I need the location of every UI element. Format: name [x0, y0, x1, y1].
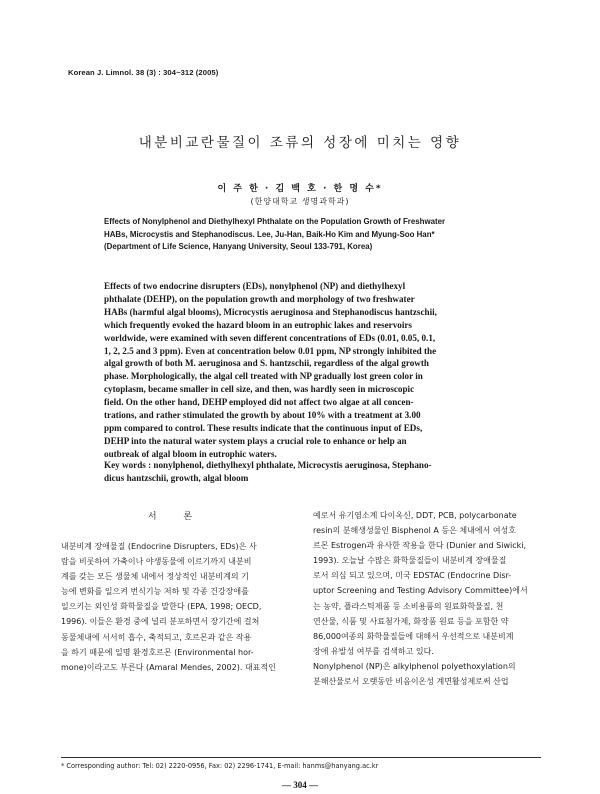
keywords-line: dicus hantzschii, growth, algal bloom	[104, 472, 249, 483]
abstract-line: Effects of two endocrine disrupters (EDs), nonylphenol (NP) and diethylhexyl	[104, 281, 406, 291]
left-column	[61, 508, 291, 675]
abstract-line: 1, 2, 2.5 and 3 ppm). Even at concentration below 0.01 ppm, NP strongly inhibited the	[104, 345, 437, 356]
body-line: resin의 분해생성물인 Bisphenol A 등은 체내에서 여성호	[313, 526, 517, 536]
body-line: 장애 유발성 여부를 검색하고 있다.	[313, 646, 434, 656]
english-affiliation: (Department of Life Science, Hanyang University, Seoul 133-791, Korea)	[104, 242, 373, 252]
footnote: * Corresponding author: Tel: 02) 2220-0956, Fax: 02) 2296-1741, E-mail: hanms@hanyang.ac.kr	[61, 762, 379, 770]
body-line: uptor Screening and Testing Advisory Committee)에서	[313, 586, 528, 596]
abstract-line: cytoplasm, became smaller in cell size, and then, was hardly seen in microscopic	[104, 384, 415, 395]
abstract-line: phthalate (DEHP), on the population growth and morphology of two freshwater	[104, 293, 415, 304]
body-line: mone)이라고도 부른다 (Amaral Mendes, 2002). 대표적인	[61, 662, 276, 672]
korean-title: 내분비교란물질이 조류의 성장에 미치는 영향	[138, 135, 462, 151]
abstract-line: HABs (harmful algal blooms), Microcystis aeruginosa and Stephanodiscus hantzschii,	[104, 306, 437, 317]
body-line: 동물체내에 서서히 흡수, 축적되고, 호르몬과 같은 작용	[61, 632, 252, 642]
section-heading: 서 론	[147, 512, 205, 522]
abstract-line: DEHP into the natural water system plays a crucial role to enhance or help an	[104, 435, 407, 446]
keywords	[104, 459, 522, 485]
body-line: 을 하기 때문에 일명 환경호르몬 (Environmental hor-	[61, 647, 254, 657]
body-line: 1996). 이들은 환경 중에 널리 분포하면서 장기간에 걸쳐	[61, 617, 260, 627]
body-line: 연산물, 식품 및 사료첨가제, 화장품 원료 등을 포함한 약	[313, 616, 509, 626]
abstract-line: worldwide, were examined with seven different concentrations of EDs (0.01, 0.05, 0.1,	[104, 332, 436, 343]
body-line: Nonylphenol (NP)은 alkylphenol polyethoxylation의	[313, 661, 516, 671]
body-line: 계를 갖는 모든 생물체 내에서 정상적인 내분비계의 기	[61, 572, 249, 582]
body-line: 예로서 유기염소계 다이옥신, DDT, PCB, polycarbonate	[313, 511, 517, 520]
body-line: 86,000여종의 화학물질들에 대해서 우선적으로 내분비계	[313, 631, 514, 641]
abstract-line: which frequently evoked the hazard bloom in an eutrophic lakes and reservoirs	[104, 319, 412, 330]
page-number: — 304 —	[282, 780, 318, 790]
korean-authors: 이 주 한 · 김 백 호 · 한 명 수*	[217, 184, 383, 194]
abstract-line: algal growth of both M. aeruginosa and S. hantzschii, regardless of the algal growth	[104, 358, 429, 369]
body-line: 분해산물로서 오랫동안 비음이온성 계면활성제로써 산업	[313, 677, 509, 687]
abstract-line: trations, and rather stimulated the growth by about 10% with a treatment at 3.00	[104, 410, 421, 421]
abstract-line: phase. Morphologically, the algal cell treated with NP gradually lost green color in	[104, 371, 423, 382]
journal-header: Korean J. Limnol. 38 (3) : 304~312 (2005)	[68, 68, 219, 77]
abstract-line: ppm compared to control. These results indicate that the continuous input of EDs,	[104, 422, 423, 433]
right-column	[313, 508, 543, 689]
footnote-divider	[61, 757, 541, 758]
english-title-line: HABs, Microcystis and Stephanodiscus. Lee, Ju-Han, Baik-Ho Kim and Myung-Soo Han*	[104, 229, 435, 239]
keywords-line: Key words : nonylphenol, diethylhexyl phthalate, Microcystis aeruginosa, Stephano-	[104, 460, 432, 470]
abstract-line: field. On the other hand, DEHP employed did not affect two algae at all concen-	[104, 397, 414, 408]
korean-affiliation: (한양대학교 생명과학과)	[250, 197, 350, 206]
body-line: 내분비계 장애물질 (Endocrine Disrupters, EDs)은 사	[61, 542, 257, 551]
body-line: 람을 비롯하여 가축이나 야생동물에 이르기까지 내분비	[61, 557, 252, 567]
body-line: 로서 의심 되고 있으며, 미국 EDSTAC (Endocrine Disr-	[313, 571, 512, 581]
english-title-line: Effects of Nonylphenol and Diethylhexyl Phthalate on the Population Growth of Freshwater	[104, 217, 446, 226]
body-line: 르몬 Estrogen과 유사한 작용을 한다 (Dunier and Siwicki,	[313, 541, 527, 551]
body-line: 는 농약, 플라스틱제품 등 소비용품의 원료화학물질, 천	[313, 601, 504, 611]
abstract	[104, 280, 522, 461]
english-title-block	[104, 216, 522, 254]
abstract-line: outbreak of algal bloom in eutrophic waters.	[104, 448, 277, 459]
body-line: 능에 변화를 일으켜 번식기능 저하 및 각종 건강장애를	[61, 587, 249, 597]
body-line: 1993). 오늘날 수많은 화학물질들이 내분비계 장애물질	[313, 556, 507, 566]
body-line: 일으키는 외인성 화학물질을 말한다 (EPA, 1998; OECD,	[61, 602, 262, 612]
